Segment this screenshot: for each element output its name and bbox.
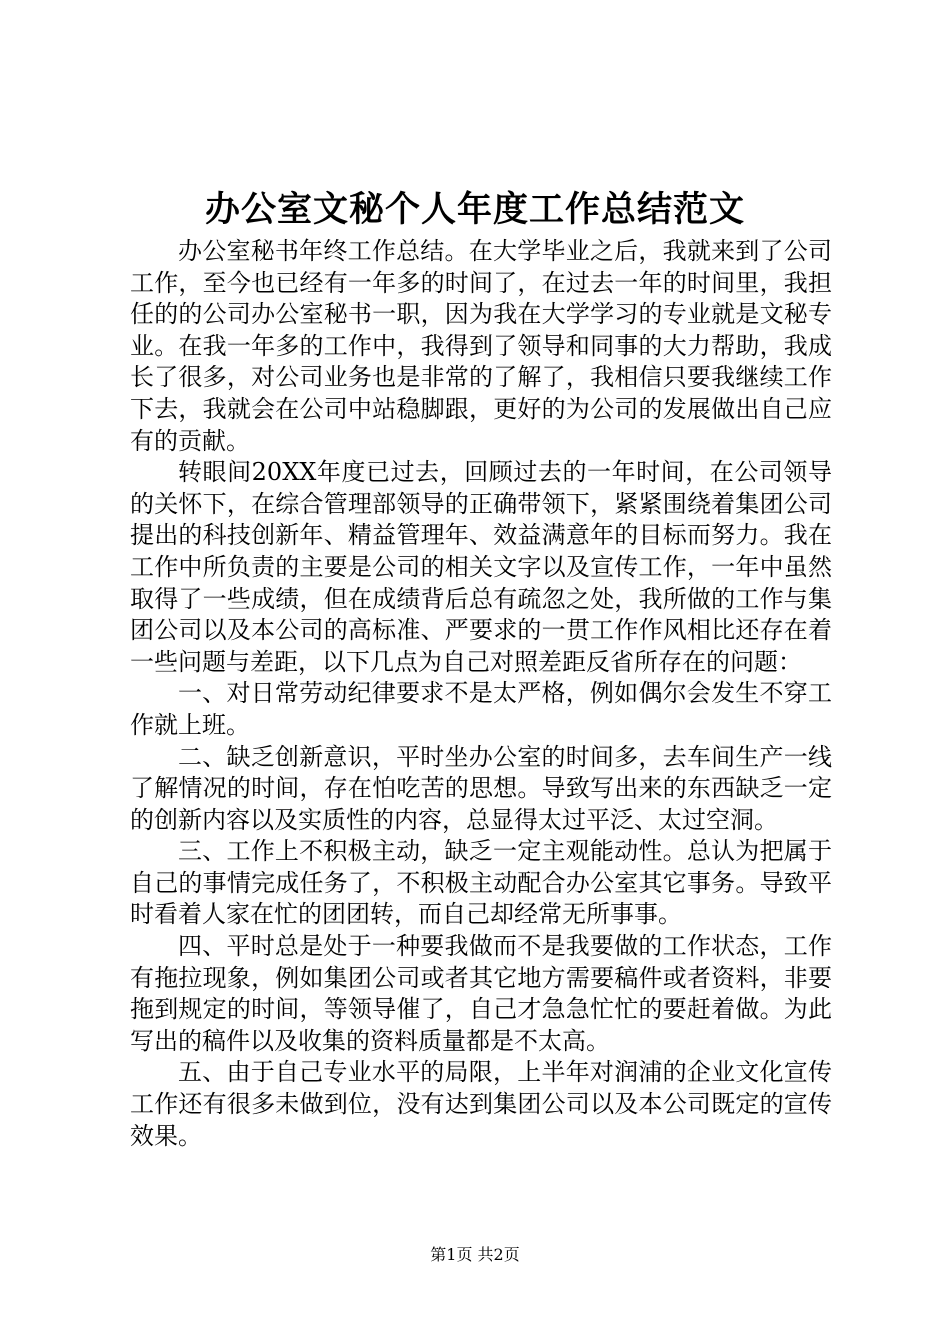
document-title: 办公室文秘个人年度工作总结范文 (204, 189, 745, 230)
paragraph-review: 转眼间20XX年度已过去，回顾过去的一年时间，在公司领导的关怀下，在综合管理部领导的正确带领下，紧紧围绕着集团公司提出的科技创新年、精益管理年、效益满意年的目标而努力。我在工作中所负责的主要是公司的相关文字以及宣传工作，一年中虽然取得了一些成绩，但在成绩背后总有疏忽之处，我所做的工作与集团公司以及本公司的高标准、严要求的一贯工作作风相比还存在着一些问题与差距，以下几点为自己对照差距反省所存在的问题： (130, 458, 832, 676)
paragraph-intro: 办公室秘书年终工作总结。在大学毕业之后，我就来到了公司工作，至今也已经有一年多的时间了，在过去一年的时间里，我担任的的公司办公室秘书一职，因为我在大学学习的专业就是文秘专业。在我一年多的工作中，我得到了领导和同事的大力帮助，我成长了很多，对公司业务也是非常的了解了，我相信只要我继续工作下去，我就会在公司中站稳脚跟，更好的为公司的发展做出自己应有的贡献。 (130, 237, 832, 455)
page-number-footer: 第1页 共2页 (430, 1245, 520, 1264)
paragraph-issue-2: 二、缺乏创新意识，平时坐办公室的时间多，去车间生产一线了解情况的时间，存在怕吃苦的思想。导致写出来的东西缺乏一定的创新内容以及实质性的内容，总显得太过平泛、太过空洞。 (130, 742, 832, 834)
paragraph-issue-5: 五、由于自己专业水平的局限，上半年对润浦的企业文化宣传工作还有很多未做到位，没有达到集团公司以及本公司既定的宣传效果。 (130, 1058, 832, 1150)
paragraph-issue-1: 一、对日常劳动纪律要求不是太严格，例如偶尔会发生不穿工作就上班。 (130, 679, 832, 739)
paragraph-issue-3: 三、工作上不积极主动，缺乏一定主观能动性。总认为把属于自己的事情完成任务了，不积极主动配合办公室其它事务。导致平时看着人家在忙的团团转，而自己却经常无所事事。 (130, 837, 832, 929)
paragraph-issue-4: 四、平时总是处于一种要我做而不是我要做的工作状态，工作有拖拉现象，例如集团公司或者其它地方需要稿件或者资料，非要拖到规定的时间，等领导催了，自己才急急忙忙的要赶着做。为此写出的稿件以及收集的资料质量都是不太高。 (130, 932, 832, 1055)
document-body (130, 236, 832, 1152)
